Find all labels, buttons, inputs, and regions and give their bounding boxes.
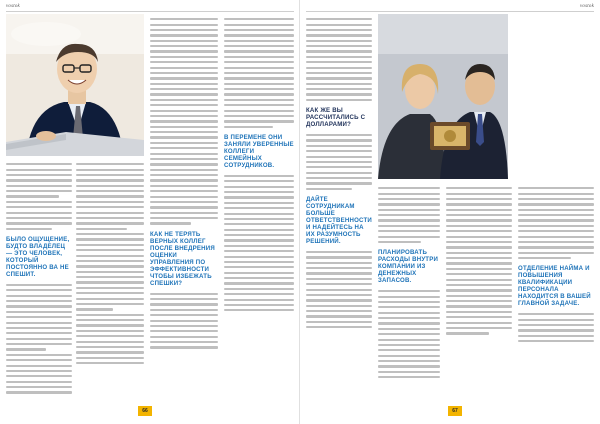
right-pull-quote-1: КАК ЖЕ ВЫ РАССЧИТАЛИСЬ С ДОЛЛАРАМИ? bbox=[306, 107, 366, 128]
running-head-left: vostok bbox=[6, 4, 20, 9]
running-head-right: vostok bbox=[580, 4, 594, 9]
pull-quote-3: В ПЕРЕМЕНЕ ОНИ ЗАНЯЛИ УВЕРЕННЫЕ КОЛЛЕГИ СЕМЕЙНЫХ СОТРУДНИКОВ. bbox=[224, 133, 294, 169]
header-rule-right bbox=[306, 11, 594, 12]
right-pull-quote-4: ОТДЕЛЕНИЕ НАЙМА И ПОВЫШЕНИЯ КВАЛИФИКАЦИИ ПЕРСОНАЛА НАХОДИТСЯ В ВАШЕЙ ГЛАВНОЙ ЗАДАЧЕ. bbox=[518, 265, 591, 308]
text-column-3 bbox=[150, 15, 218, 352]
page-number-left: 66 bbox=[138, 406, 152, 416]
header-rule-left bbox=[6, 11, 294, 12]
page-number-right: 67 bbox=[448, 406, 462, 416]
right-pull-quote-3: ПЛАНИРОВАТЬ РАСХОДЫ ВНУТРИ КОМПАНИИ ИЗ ДЕНЕЖНЫХ ЗАПАСОВ. bbox=[378, 249, 439, 285]
man-with-laptop-illustration bbox=[6, 14, 144, 156]
pull-quote-1: БЫЛО ОЩУЩЕНИЕ, БУДТО ВЛАДЕЛЕЦ — ЭТО ЧЕЛОВЕК, КОТОРЫЙ ПОСТОЯННО ВА НЕ СПЕШИТ. bbox=[6, 235, 70, 278]
right-pull-quote-2: ДАЙТЕ СОТРУДНИКАМ БОЛЬШЕ ОТВЕТСТВЕННОСТИ И НАДЕЙТЕСЬ НА ИХ РАЗУМНОСТЬ РЕШЕНИЙ. bbox=[306, 195, 372, 245]
portrait-photo-left bbox=[6, 14, 144, 156]
right-text-column-4 bbox=[518, 184, 594, 346]
two-people-with-award-illustration bbox=[378, 14, 508, 179]
text-column-2 bbox=[76, 160, 144, 367]
text-column-4 bbox=[224, 15, 294, 315]
right-text-column-2 bbox=[378, 184, 440, 382]
text-column-1 bbox=[6, 160, 72, 397]
award-photo bbox=[378, 14, 508, 179]
right-text-column-3 bbox=[446, 184, 512, 338]
right-text-column-1 bbox=[306, 15, 372, 332]
pull-quote-2: КАК НЕ ТЕРЯТЬ ВЕРНЫХ КОЛЛЕГ ПОСЛЕ ВНЕДРЕНИЯ ОЦЕНКИ УПРАВЛЕНИЯ ПО ЭФФЕКТИВНОСТИ ЧТОБЫ ИЗБЕЖАТЬ СПЕШКИ? bbox=[150, 230, 215, 287]
right-page bbox=[300, 0, 600, 424]
